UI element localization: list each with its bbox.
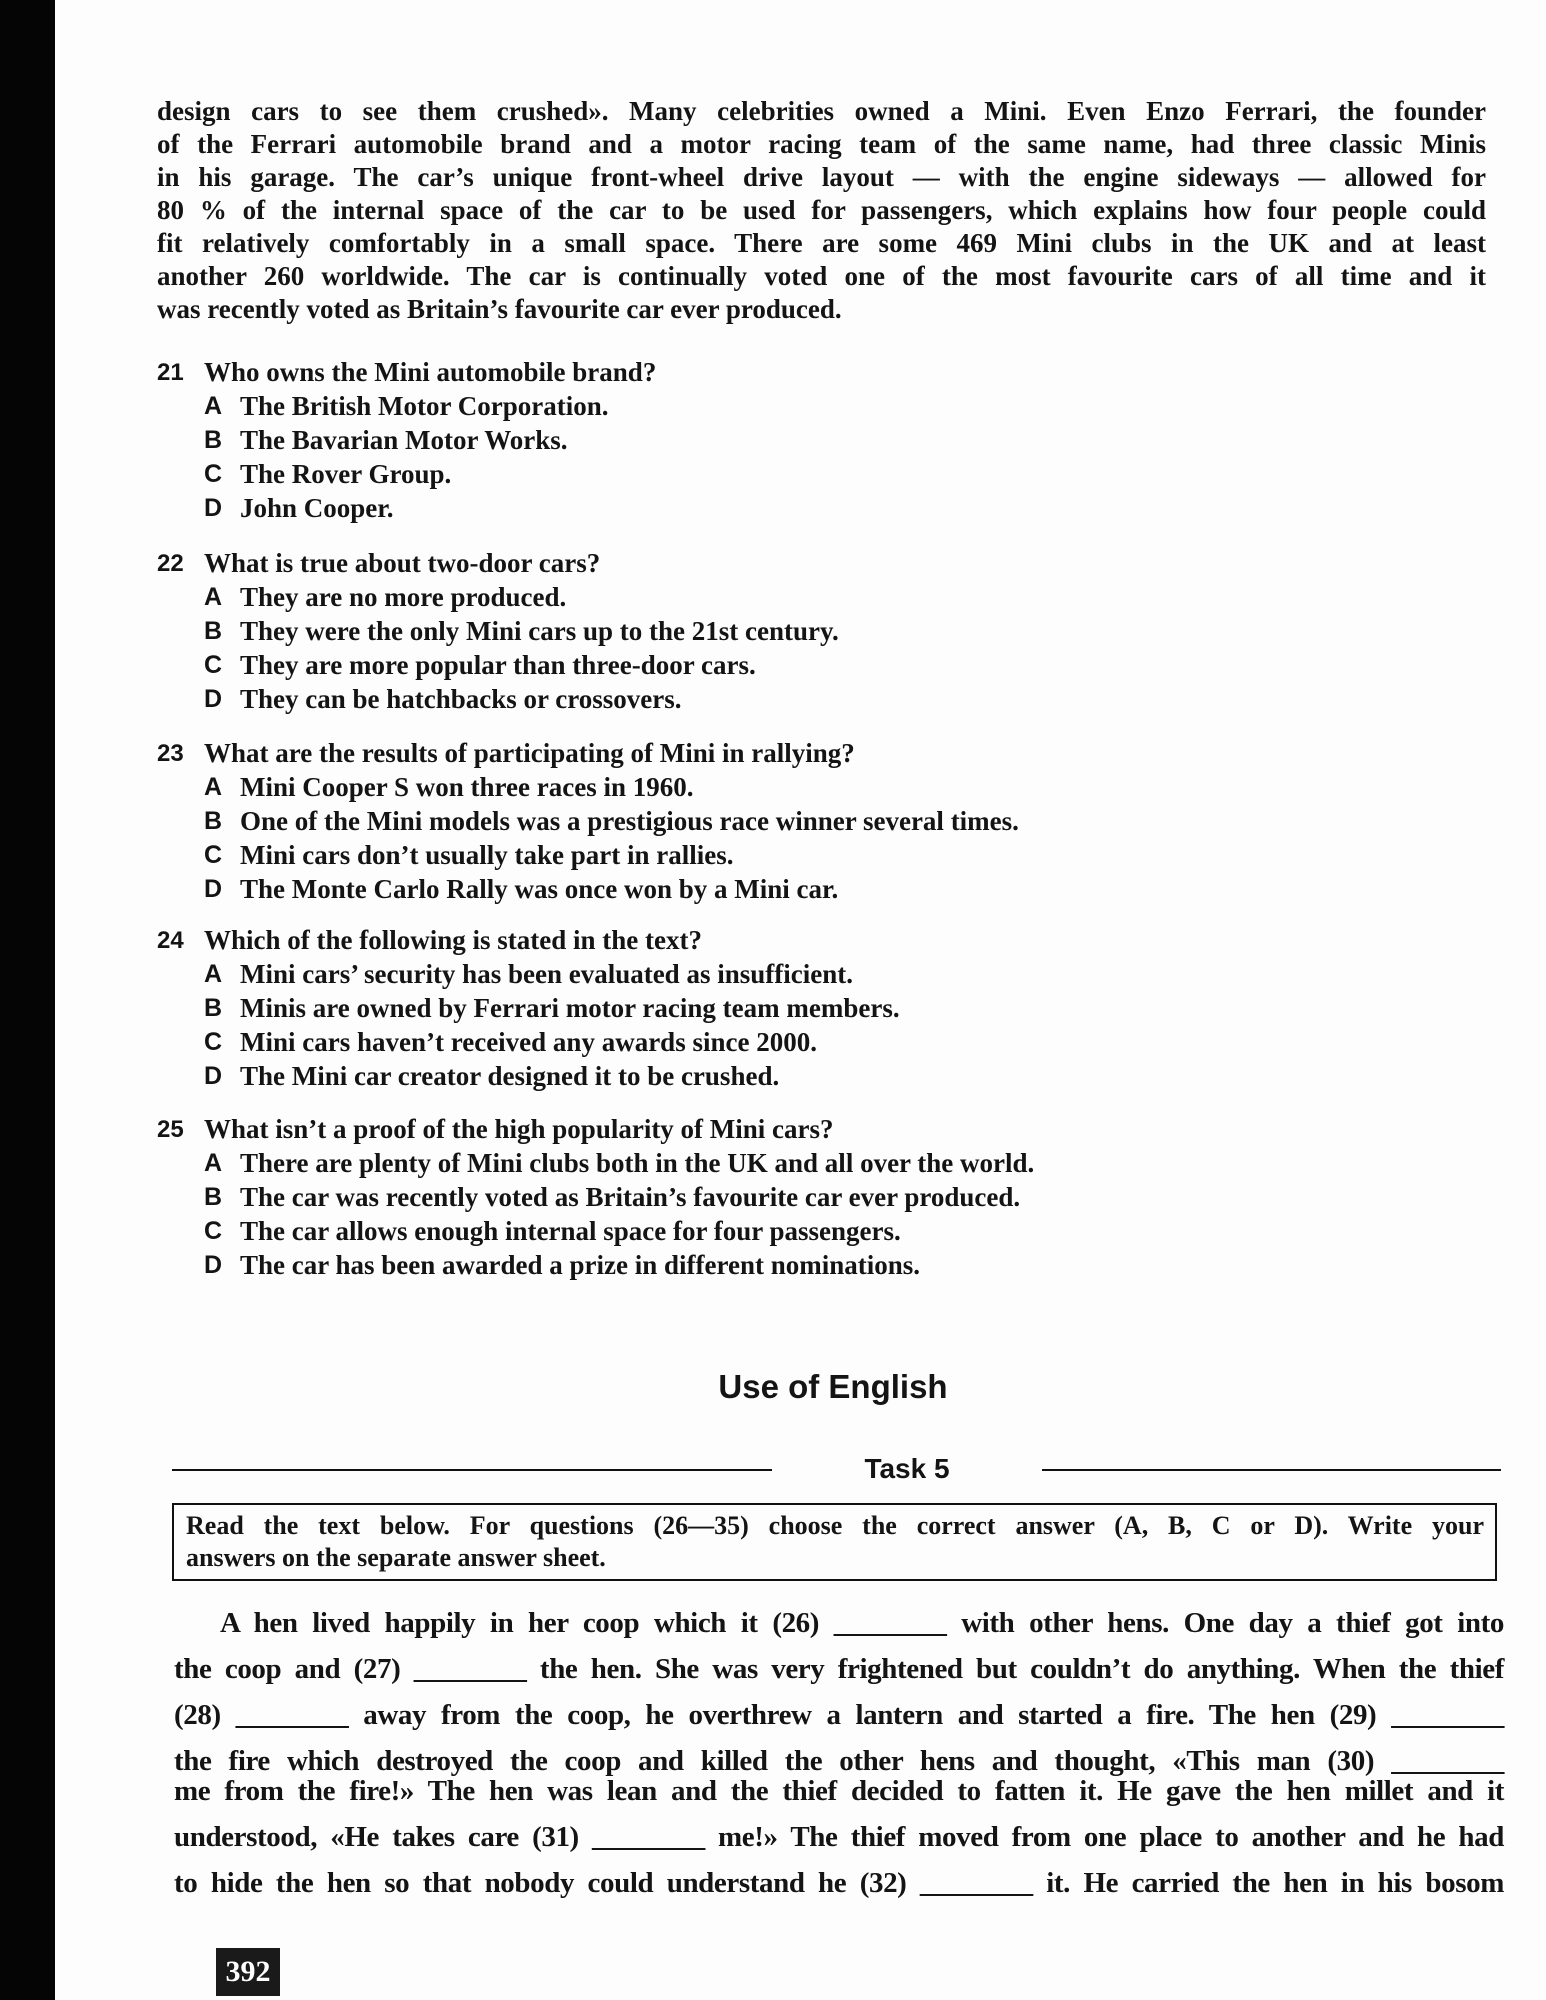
option-letter: A (204, 583, 223, 611)
option-letter: B (204, 617, 223, 645)
option-text: They can be hatchbacks or crossovers. (240, 684, 682, 714)
option-letter: B (204, 426, 223, 454)
option-text: Mini cars’ security has been evaluated as insufficient. (240, 959, 853, 989)
option-text: The British Motor Corporation. (240, 391, 609, 421)
passage-line: the coop and (27) ________ the hen. She was very frightened but couldn’t do anything. When the thief (174, 1653, 1504, 1685)
option-text: Minis are owned by Ferrari motor racing team members. (240, 993, 900, 1023)
question-number: 21 (157, 359, 184, 386)
option-text: Mini cars don’t usually take part in rallies. (240, 840, 734, 870)
passage-line: (28) ________ away from the coop, he overthrew a lantern and started a fire. The hen (29) ________ (174, 1699, 1504, 1731)
option-letter: B (204, 1183, 223, 1211)
question-text: Which of the following is stated in the text? (204, 925, 702, 955)
question-text: What are the results of participating of Mini in rallying? (204, 738, 855, 768)
section-heading: Use of English (718, 1368, 948, 1405)
divider (172, 1469, 772, 1471)
task-header (172, 1453, 1501, 1485)
page-number: 392 (216, 1948, 280, 1996)
paragraph-line: 80 % of the internal space of the car to be used for passengers, which explains how four people could (157, 195, 1486, 225)
question-text: What is true about two-door cars? (204, 548, 601, 578)
option-text: The Mini car creator designed it to be crushed. (240, 1061, 780, 1091)
passage-line: understood, «He takes care (31) ________ me!» The thief moved from one place to another and he had (174, 1821, 1504, 1853)
paragraph-line: was recently voted as Britain’s favourite car ever produced. (157, 294, 842, 324)
question-number: 22 (157, 550, 184, 577)
option-text: They are no more produced. (240, 582, 567, 612)
instructions-box (172, 1503, 1497, 1581)
option-text: The car has been awarded a prize in different nominations. (240, 1250, 921, 1280)
paragraph-line: another 260 worldwide. The car is continually voted one of the most favourite cars of all time and it (157, 261, 1486, 291)
option-letter: B (204, 807, 223, 835)
option-text: One of the Mini models was a prestigious race winner several times. (240, 806, 1019, 836)
option-letter: D (204, 1062, 223, 1090)
passage-line: me from the fire!» The hen was lean and the thief decided to fatten it. He gave the hen millet and it (174, 1775, 1504, 1807)
option-text: The Monte Carlo Rally was once won by a Mini car. (240, 874, 839, 904)
divider (1042, 1469, 1501, 1471)
option-text: The car was recently voted as Britain’s favourite car ever produced. (240, 1182, 1021, 1212)
option-letter: C (204, 460, 223, 488)
paragraph-line: design cars to see them crushed». Many celebrities owned a Mini. Even Enzo Ferrari, the founder (157, 96, 1486, 126)
option-letter: C (204, 1028, 223, 1056)
paragraph-line: in his garage. The car’s unique front-wheel drive layout — with the engine sideways — allowed for (157, 162, 1486, 192)
option-letter: A (204, 960, 223, 988)
question-number: 24 (157, 927, 184, 954)
passage-line: to hide the hen so that nobody could understand he (32) ________ it. He carried the hen in his bosom (174, 1867, 1504, 1899)
paragraph-line: fit relatively comfortably in a small space. There are some 469 Mini clubs in the UK and at least (157, 228, 1486, 258)
option-letter: D (204, 685, 223, 713)
option-letter: B (204, 994, 223, 1022)
question-text: What isn’t a proof of the high popularity of Mini cars? (204, 1114, 834, 1144)
question-number: 23 (157, 740, 184, 767)
instruction-line: answers on the separate answer sheet. (186, 1543, 606, 1572)
option-letter: A (204, 1149, 223, 1177)
option-text: Mini cars haven’t received any awards since 2000. (240, 1027, 817, 1057)
option-text: John Cooper. (240, 493, 394, 523)
option-text: They were the only Mini cars up to the 21st century. (240, 616, 839, 646)
option-text: There are plenty of Mini clubs both in the UK and all over the world. (240, 1148, 1035, 1178)
option-text: The car allows enough internal space for four passengers. (240, 1216, 901, 1246)
option-letter: C (204, 651, 223, 679)
option-text: They are more popular than three-door cars. (240, 650, 756, 680)
option-letter: D (204, 875, 223, 903)
option-text: The Rover Group. (240, 459, 452, 489)
option-text: Mini Cooper S won three races in 1960. (240, 772, 694, 802)
option-letter: D (204, 1251, 223, 1279)
option-letter: C (204, 1217, 223, 1245)
option-letter: A (204, 773, 223, 801)
option-letter: D (204, 494, 223, 522)
passage-line: A hen lived happily in her coop which it (26) ________ with other hens. One day a thief got into (220, 1607, 1504, 1639)
option-text: The Bavarian Motor Works. (240, 425, 568, 455)
option-letter: A (204, 392, 223, 420)
option-letter: C (204, 841, 223, 869)
task-label: Task 5 (864, 1453, 950, 1484)
instruction-line: Read the text below. For questions (26—35) choose the correct answer (A, B, C or D). Write your (186, 1511, 1484, 1540)
question-text: Who owns the Mini automobile brand? (204, 357, 657, 387)
question-number: 25 (157, 1116, 184, 1143)
scan-edge (0, 0, 55, 2000)
paragraph-line: of the Ferrari automobile brand and a motor racing team of the same name, had three classic Minis (157, 129, 1486, 159)
passage-line: the fire which destroyed the coop and killed the other hens and thought, «This man (30) ________ (174, 1745, 1504, 1777)
